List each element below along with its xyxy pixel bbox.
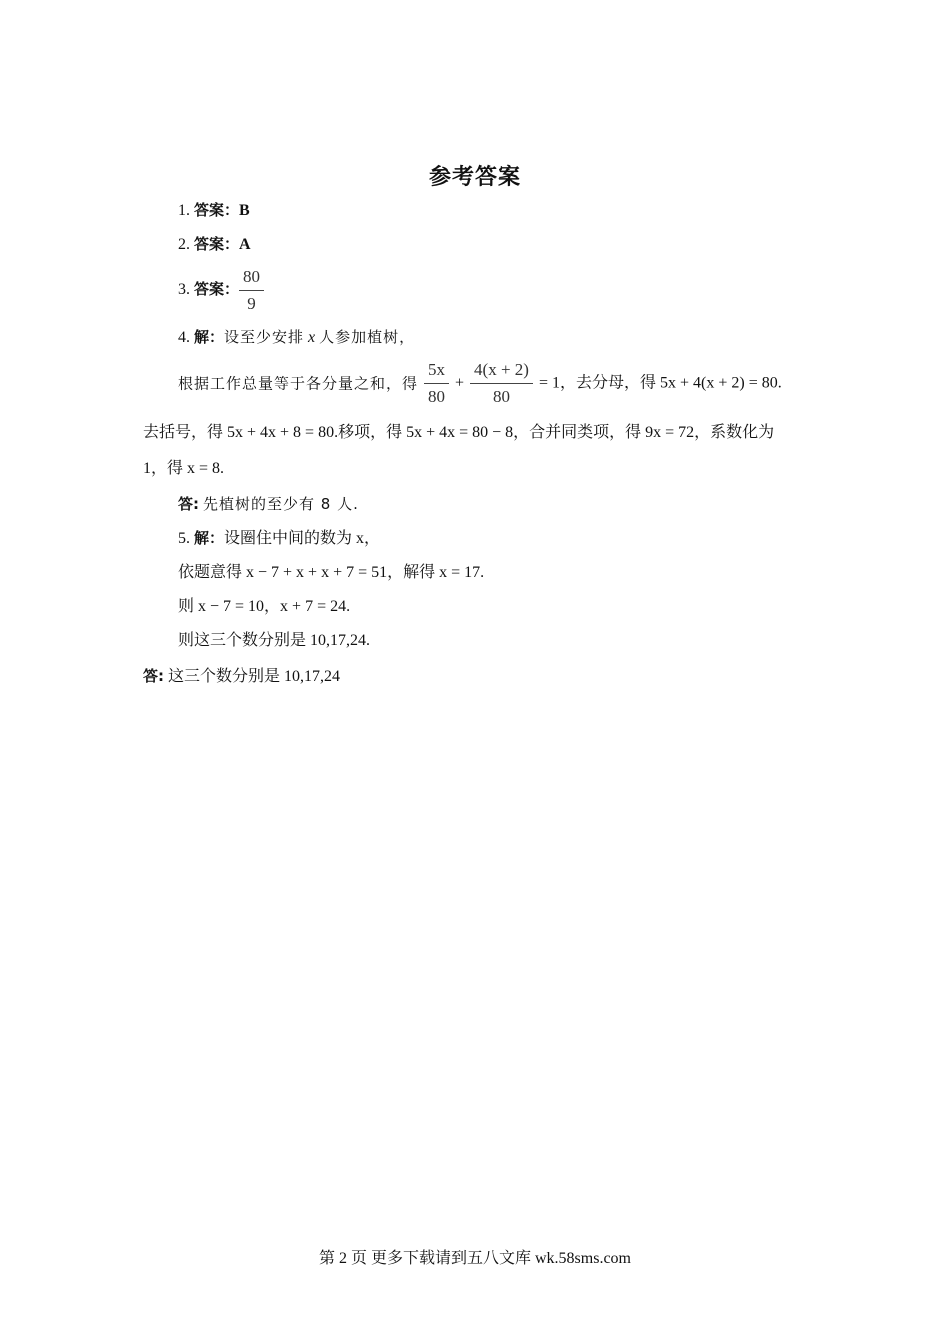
question-number: 3.: [178, 281, 190, 299]
answer-text: 先植树的至少有 8 人.: [203, 495, 359, 513]
plus-sign: +: [455, 374, 465, 392]
solution-4-steps: [143, 422, 774, 444]
answer-label: 答案：: [194, 201, 240, 219]
solution-text: 设至少安排: [224, 328, 305, 346]
variable-x: x: [308, 329, 316, 346]
solution-text: 依题意得 x − 7 + x + x + 7 = 51，解得 x = 17.: [178, 564, 485, 581]
answer-text: 这三个数分别是 10,17,24: [168, 668, 341, 685]
fraction-denominator: 9: [239, 290, 264, 315]
fraction-numerator: 5x: [428, 360, 446, 379]
answer-label: 答案：: [194, 235, 240, 253]
fraction-4x2-over-80: [470, 359, 533, 408]
solution-4-answer: [178, 493, 359, 516]
solution-text: 1，得 x = 8.: [143, 460, 225, 477]
fraction-numerator: 80: [243, 267, 261, 286]
page-footer: 第 2 页 更多下载请到五八文库 wk.58sms.com: [318, 1250, 631, 1267]
answer-value: B: [239, 202, 250, 219]
question-number: 2.: [178, 236, 190, 253]
fraction-numerator: 4(x + 2): [474, 360, 529, 379]
answer-label: 答:: [143, 667, 164, 685]
page-title: 参考答案: [428, 165, 521, 190]
question-number: 5.: [178, 530, 190, 547]
answer-3: [178, 266, 270, 315]
solution-text: 则这三个数分别是 10,17,24.: [178, 632, 371, 649]
answer-label: 答:: [178, 495, 199, 513]
solution-label: 解：: [194, 328, 225, 346]
solution-5-equation: [178, 562, 484, 584]
solution-5-answer: [143, 665, 340, 688]
answer-value: A: [239, 236, 251, 253]
answer-2: [178, 233, 251, 256]
answer-label: 答案：: [194, 280, 240, 299]
fraction-denominator: 80: [424, 383, 449, 408]
solution-5-values: [178, 596, 350, 618]
fraction: [239, 266, 264, 315]
solution-4-equation: [178, 359, 782, 408]
solution-text: 根据工作总量等于各分量之和，得: [178, 374, 419, 393]
answer-1: [178, 199, 250, 222]
solution-4-intro: [178, 326, 415, 349]
fraction-5x-over-80: [424, 359, 449, 408]
solution-4-result: [143, 458, 224, 480]
solution-text: 则 x − 7 = 10，x + 7 = 24.: [178, 598, 351, 615]
solution-label: 解：: [194, 529, 225, 547]
fraction-denominator: 80: [470, 383, 533, 408]
solution-text: = 1，去分母，得 5x + 4(x + 2) = 80.: [538, 374, 782, 392]
question-number: 4.: [178, 329, 190, 346]
solution-5-conclusion: [178, 630, 370, 652]
solution-5-intro: [178, 527, 380, 550]
solution-text: 去括号，得 5x + 4x + 8 = 80.移项，得 5x + 4x = 80 − 8，合并同类项，得 9x = 72，系数化为: [143, 424, 775, 441]
solution-text: 人参加植树，: [319, 328, 416, 346]
question-number: 1.: [178, 202, 190, 219]
solution-text: 设圈住中间的数为 x，: [224, 530, 381, 547]
